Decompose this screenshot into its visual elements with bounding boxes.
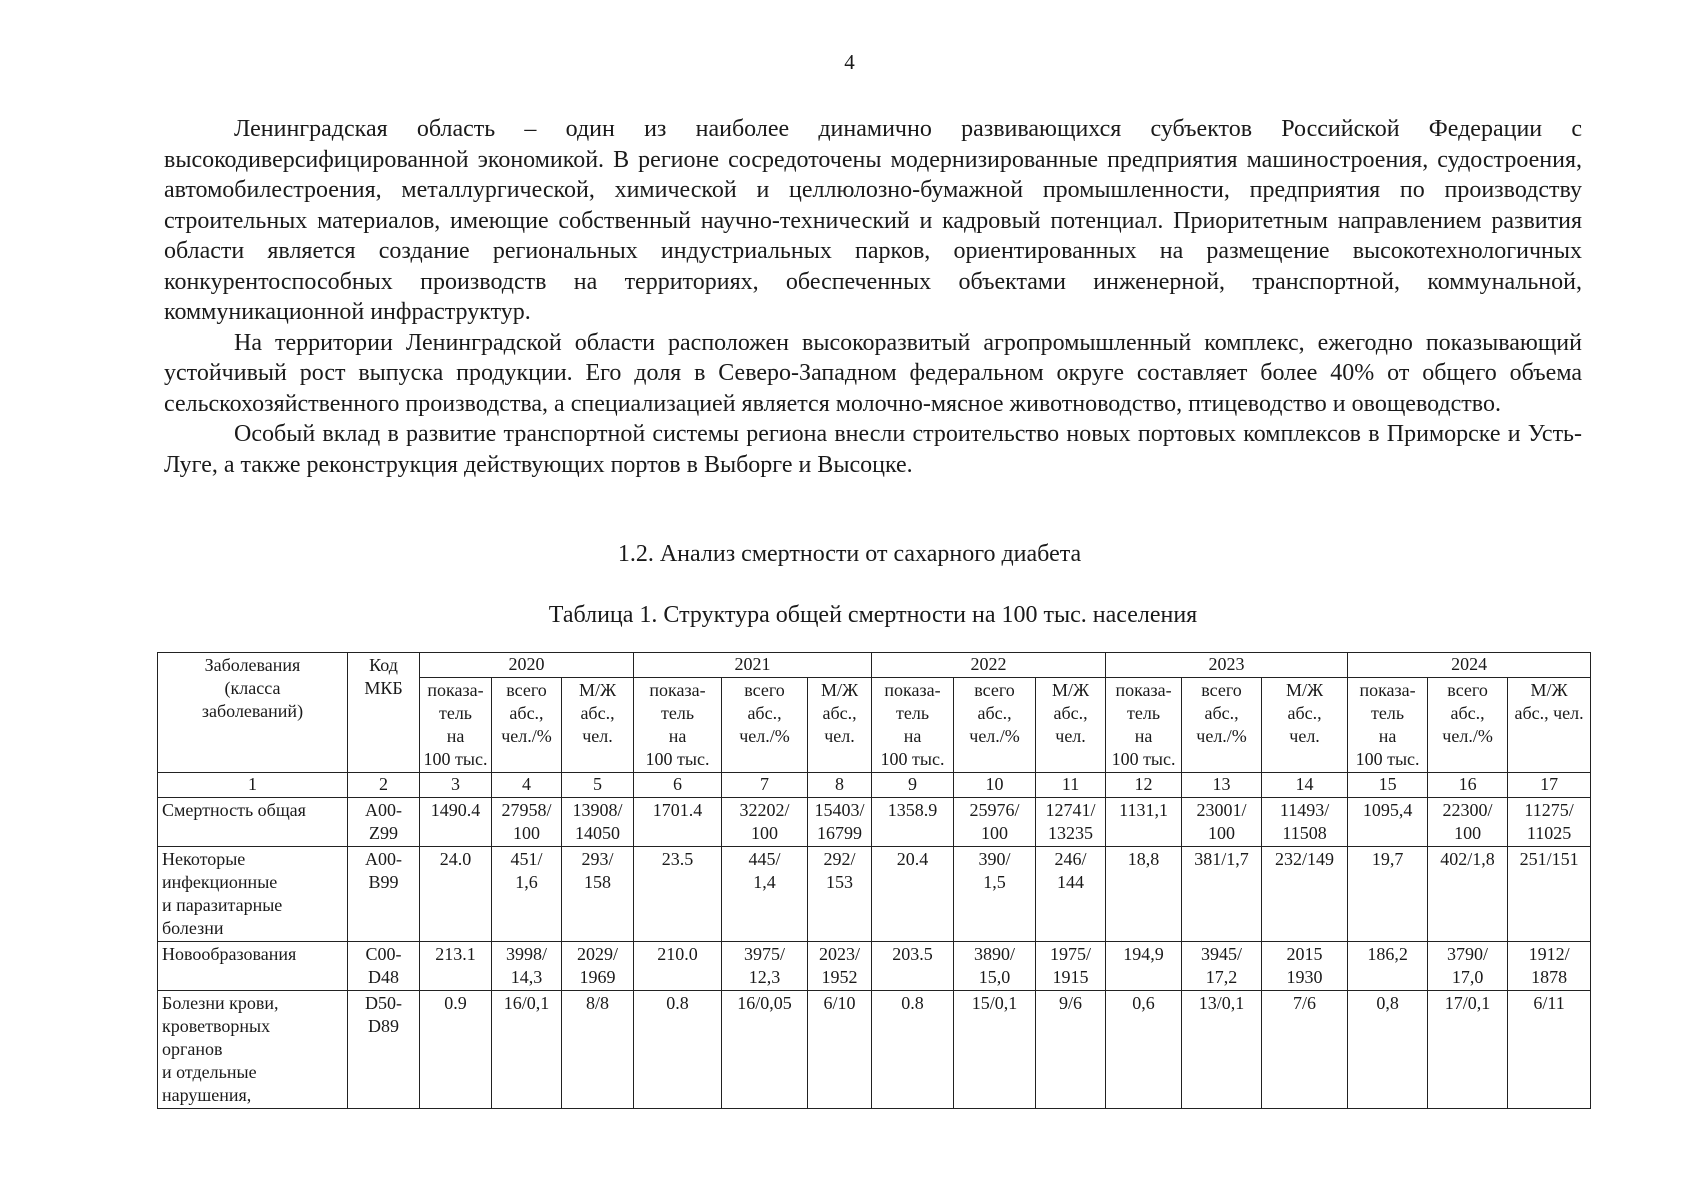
value-cell [808, 991, 872, 1109]
value-cell-line: 3890/ [974, 944, 1016, 964]
header-subcolumn-line: абс., [1287, 703, 1322, 723]
disease-cell-line: Смертность общая [162, 800, 306, 820]
value-cell-line: 0,6 [1132, 993, 1155, 1013]
disease-cell-line: Новообразования [162, 944, 297, 964]
header-subcolumn [808, 678, 872, 773]
header-subcolumn-line: 100 тыс. [423, 749, 488, 769]
header-subcolumn-line: тель [1127, 703, 1161, 723]
value-cell [562, 942, 634, 991]
mortality-table [157, 652, 1591, 1109]
value-cell-line: 9/6 [1059, 993, 1083, 1013]
value-cell-line: 1975/ [1050, 944, 1092, 964]
value-cell-line: 2029/ [577, 944, 619, 964]
value-cell [722, 798, 808, 847]
value-cell-line: 11508 [1282, 823, 1327, 843]
value-cell [872, 847, 954, 942]
value-cell-line: 451/ [510, 849, 543, 869]
header-subcolumn [1428, 678, 1508, 773]
value-cell [872, 942, 954, 991]
value-cell [1182, 798, 1262, 847]
value-cell-line: 293/ [581, 849, 614, 869]
value-cell-line: 13235 [1048, 823, 1094, 843]
value-cell-line: 8/8 [586, 993, 610, 1013]
header-subcolumn-line: всего [744, 680, 785, 700]
value-cell-line: 1,6 [515, 872, 538, 892]
header-subcolumn-line: тель [438, 703, 473, 723]
column-number: 16 [1428, 773, 1508, 798]
header-subcolumn-line: 100 тыс. [880, 749, 945, 769]
value-cell-line: 14,3 [510, 967, 543, 987]
value-cell-line: 27958/ [501, 800, 552, 820]
header-subcolumn-line: абс., [1204, 703, 1239, 723]
header-subcolumn-line: показа- [649, 680, 706, 700]
value-cell-line: 100 [751, 823, 779, 843]
value-cell [1262, 942, 1348, 991]
header-code-line: МКБ [364, 678, 403, 698]
value-cell-line: 11275/ [1524, 800, 1574, 820]
value-cell-line: 1131,1 [1119, 800, 1168, 820]
column-number: 17 [1508, 773, 1591, 798]
value-cell-line: 203.5 [892, 944, 933, 964]
header-subcolumn-line: М/Ж [1285, 680, 1324, 700]
value-cell-line: 20.4 [896, 849, 929, 869]
value-cell-line: 144 [1057, 872, 1085, 892]
value-cell [1036, 991, 1106, 1109]
table-row [158, 991, 1591, 1109]
header-subcolumn-line: чел./% [1196, 726, 1247, 746]
value-cell [492, 847, 562, 942]
value-cell-line: 1095,4 [1362, 800, 1413, 820]
value-cell-line: 158 [584, 872, 611, 892]
header-subcolumn [954, 678, 1036, 773]
value-cell-line: 1878 [1531, 967, 1568, 987]
header-year: 2020 [420, 653, 634, 678]
value-cell-line: 1912/ [1528, 944, 1570, 964]
header-subcolumn-line: чел./% [1442, 726, 1493, 746]
value-cell-line: 7/6 [1293, 993, 1317, 1013]
column-number: 7 [722, 773, 808, 798]
header-subcolumn [1508, 678, 1591, 773]
value-cell-line: 0.8 [666, 993, 689, 1013]
header-subcolumn-line: чел./% [501, 726, 552, 746]
value-cell-line: 0.8 [901, 993, 924, 1013]
icd-code-cell-line: B99 [368, 872, 399, 892]
header-code [348, 653, 420, 773]
disease-cell-line: органов [162, 1039, 223, 1059]
icd-code-cell-line: C00- [365, 944, 402, 964]
header-subcolumn-line: М/Ж [578, 680, 617, 700]
value-cell-line: 16799 [817, 823, 863, 843]
value-cell-line: 3790/ [1447, 944, 1489, 964]
value-cell-line: 1,4 [753, 872, 776, 892]
icd-code-cell-line: D50- [365, 993, 402, 1013]
column-number: 13 [1182, 773, 1262, 798]
header-subcolumn [1106, 678, 1182, 773]
header-subcolumn-line: всего [1201, 680, 1242, 700]
value-cell-line: 381/1,7 [1194, 849, 1249, 869]
header-subcolumn [1036, 678, 1106, 773]
value-cell [954, 847, 1036, 942]
header-subcolumn [1182, 678, 1262, 773]
value-cell [808, 847, 872, 942]
value-cell-line: 11025 [1526, 823, 1572, 843]
value-cell-line: 100 [1208, 823, 1236, 843]
header-subcolumn-line: тель [1371, 703, 1405, 723]
value-cell [1348, 991, 1428, 1109]
header-subcolumn [562, 678, 634, 773]
header-subcolumn-line: на [668, 726, 687, 746]
value-cell-line: 246/ [1054, 849, 1087, 869]
disease-cell [158, 991, 348, 1109]
header-subcolumn-line: 100 тыс. [1111, 749, 1176, 769]
value-cell-line: 3998/ [505, 944, 547, 964]
value-cell-line: 22300/ [1442, 800, 1493, 820]
header-year: 2024 [1348, 653, 1591, 678]
body-text [164, 114, 1582, 480]
value-cell [1036, 798, 1106, 847]
table-caption: Таблица 1. Структура общей смертности на 100 тыс. населения [548, 602, 1198, 628]
header-year: 2023 [1106, 653, 1348, 678]
header-subcolumn-line: на [903, 726, 922, 746]
value-cell [722, 847, 808, 942]
value-cell [1106, 847, 1182, 942]
header-subcolumn-line: абс., [977, 703, 1012, 723]
header-code-line: Код [369, 655, 398, 675]
value-cell [1428, 798, 1508, 847]
value-cell-line: 390/ [978, 849, 1011, 869]
header-subcolumn-line: чел. [824, 726, 855, 746]
value-cell [1508, 847, 1591, 942]
value-cell-line: 1701.4 [652, 800, 703, 820]
icd-code-cell [348, 942, 420, 991]
column-number: 14 [1262, 773, 1348, 798]
value-cell-line: 16/0,05 [737, 993, 792, 1013]
column-number: 6 [634, 773, 722, 798]
value-cell [1106, 991, 1182, 1109]
disease-cell [158, 942, 348, 991]
value-cell [722, 991, 808, 1109]
header-subcolumn-line: 100 тыс. [645, 749, 710, 769]
header-subcolumn-line: М/Ж [1530, 680, 1568, 700]
value-cell-line: 402/1,8 [1440, 849, 1495, 869]
column-number: 10 [954, 773, 1036, 798]
value-cell [492, 942, 562, 991]
header-subcolumn [872, 678, 954, 773]
header-year: 2022 [872, 653, 1106, 678]
value-cell-line: 15/0,1 [971, 993, 1018, 1013]
value-cell-line: 17,0 [1451, 967, 1484, 987]
value-cell [1182, 942, 1262, 991]
column-number: 1 [158, 773, 348, 798]
header-subcolumn-line: чел./% [969, 726, 1020, 746]
paragraph: Ленинградская область – один из наиболее динамично развивающихся субъектов Российской Федерации с высокодиверсифицированной экономикой. В регионе сосредоточены модернизированные предприятия машиностроения, судостроения, автомобилестроения, металлургической, химической и целлюлозно-бумажной промышленности, предприятия по производству строительных материалов, имеющие собственный научно-технический и кадровый потенциал. Приоритетным направлением развития области является создание региональных индустриальных парков, ориентированных на размещение высокотехнологичных конкурентоспособных производств на территориях, обеспеченных объектами инженерной, транспортной, коммунальной, коммуникационной инфраструктур. [164, 116, 1582, 325]
header-subcolumn-line: на [1134, 726, 1153, 746]
value-cell-line: 1,5 [983, 872, 1006, 892]
header-subcolumn-line: чел./% [739, 726, 790, 746]
value-cell [1428, 991, 1508, 1109]
value-cell [1182, 847, 1262, 942]
value-cell-line: 1358.9 [887, 800, 938, 820]
value-cell-line: 210.0 [657, 944, 698, 964]
value-cell [722, 942, 808, 991]
value-cell [634, 798, 722, 847]
disease-cell-line: кроветворных [162, 1016, 271, 1036]
value-cell-line: 23001/ [1196, 800, 1247, 820]
value-cell-line: 15403/ [814, 800, 865, 820]
table-row [158, 942, 1591, 991]
value-cell-line: 1969 [579, 967, 616, 987]
value-cell [1428, 847, 1508, 942]
value-cell [634, 847, 722, 942]
column-number: 3 [420, 773, 492, 798]
header-subcolumn-line: на [446, 726, 465, 746]
value-cell [1348, 847, 1428, 942]
header-subcolumn-line: абс., [1450, 703, 1485, 723]
value-cell [1262, 991, 1348, 1109]
header-subcolumn-line: абс., [580, 703, 615, 723]
header-subcolumn-line: всего [1447, 680, 1488, 700]
value-cell [954, 798, 1036, 847]
value-cell [954, 942, 1036, 991]
value-cell [562, 991, 634, 1109]
header-subcolumn-line: абс., [747, 703, 782, 723]
value-cell-line: 232/149 [1275, 849, 1335, 869]
value-cell-line: 25976/ [969, 800, 1020, 820]
column-number: 11 [1036, 773, 1106, 798]
icd-code-cell-line: Z99 [369, 823, 398, 843]
column-number-row [158, 773, 1591, 798]
value-cell [420, 847, 492, 942]
disease-cell-line: болезни [162, 918, 224, 938]
header-subcolumn [722, 678, 808, 773]
disease-cell-line: и отдельные [162, 1062, 257, 1082]
header-subcolumn-line: тель [660, 703, 695, 723]
icd-code-cell [348, 991, 420, 1109]
value-cell-line: 1915 [1052, 967, 1089, 987]
value-cell [872, 798, 954, 847]
column-number: 12 [1106, 773, 1182, 798]
header-subcolumn-line: М/Ж [1051, 680, 1090, 700]
value-cell-line: 251/151 [1519, 849, 1579, 869]
icd-code-cell [348, 798, 420, 847]
value-cell [872, 991, 954, 1109]
header-disease-line: Заболевания [204, 655, 301, 675]
value-cell-line: 24.0 [439, 849, 472, 869]
icd-code-cell [348, 847, 420, 942]
icd-code-cell-line: D89 [368, 1016, 399, 1036]
value-cell [562, 798, 634, 847]
value-cell-line: 11493/ [1279, 800, 1330, 820]
header-subcolumn-line: на [1378, 726, 1397, 746]
column-number: 2 [348, 773, 420, 798]
value-cell [1036, 847, 1106, 942]
table-row [158, 798, 1591, 847]
value-cell-line: 3945/ [1201, 944, 1243, 964]
header-subcolumn-line: абс., [509, 703, 544, 723]
value-cell-line: 17,2 [1205, 967, 1238, 987]
disease-cell-line: нарушения, [162, 1085, 252, 1105]
section-title: 1.2. Анализ смертности от сахарного диабета [617, 541, 1082, 567]
column-number: 8 [808, 773, 872, 798]
value-cell [634, 942, 722, 991]
value-cell-line: 153 [826, 872, 854, 892]
header-subcolumn [1348, 678, 1428, 773]
value-cell [420, 942, 492, 991]
value-cell-line: 213.1 [435, 944, 476, 964]
header-subcolumn [492, 678, 562, 773]
value-cell-line: 13908/ [572, 800, 623, 820]
value-cell [492, 991, 562, 1109]
value-cell [1036, 942, 1106, 991]
header-subcolumn [634, 678, 722, 773]
header-subcolumn-line: чел. [1289, 726, 1320, 746]
header-subcolumn-line: М/Ж [820, 680, 859, 700]
value-cell [1182, 991, 1262, 1109]
value-cell-line: 1930 [1286, 967, 1323, 987]
disease-cell-line: Некоторые [162, 849, 246, 869]
table-row [158, 847, 1591, 942]
header-disease-line: (класса [224, 678, 281, 698]
disease-cell-line: Болезни крови, [162, 993, 279, 1013]
value-cell-line: 2015 [1286, 944, 1323, 964]
header-subcolumn [1262, 678, 1348, 773]
value-cell [1508, 798, 1591, 847]
header-subcolumn-line: чел. [1055, 726, 1086, 746]
icd-code-cell-line: A00- [365, 849, 402, 869]
column-number: 4 [492, 773, 562, 798]
header-subcolumn [420, 678, 492, 773]
value-cell [1262, 798, 1348, 847]
value-cell-line: 15,0 [978, 967, 1011, 987]
paragraph: Особый вклад в развитие транспортной системы региона внесли строительство новых портовых комплексов в Приморске и Усть-Луге, а также реконструкция действующих портов в Выборге и Высоцке. [164, 421, 1582, 478]
value-cell [634, 991, 722, 1109]
icd-code-cell-line: D48 [368, 967, 399, 987]
value-cell [1348, 942, 1428, 991]
value-cell [1106, 942, 1182, 991]
header-subcolumn-line: чел. [582, 726, 613, 746]
value-cell-line: 6/11 [1533, 993, 1565, 1013]
header-subcolumn-line: абс., чел. [1514, 703, 1584, 723]
value-cell-line: 19,7 [1371, 849, 1404, 869]
header-subcolumn-line: всего [506, 680, 547, 700]
header-subcolumn-line: 100 тыс. [1355, 749, 1420, 769]
value-cell-line: 186,2 [1367, 944, 1408, 964]
disease-cell-line: и паразитарные [162, 895, 283, 915]
disease-cell [158, 847, 348, 942]
value-cell [1106, 798, 1182, 847]
column-number: 15 [1348, 773, 1428, 798]
value-cell [954, 991, 1036, 1109]
value-cell-line: 1952 [821, 967, 858, 987]
header-subcolumn-line: показа- [1115, 680, 1172, 700]
column-number: 5 [562, 773, 634, 798]
icd-code-cell-line: A00- [365, 800, 402, 820]
value-cell [1262, 847, 1348, 942]
value-cell [420, 798, 492, 847]
value-cell-line: 13/0,1 [1198, 993, 1245, 1013]
value-cell-line: 12,3 [748, 967, 781, 987]
value-cell-line: 445/ [748, 849, 781, 869]
value-cell-line: 3975/ [744, 944, 786, 964]
column-number: 9 [872, 773, 954, 798]
header-subcolumn-line: показа- [427, 680, 484, 700]
value-cell [1348, 798, 1428, 847]
value-cell-line: 100 [513, 823, 540, 843]
value-cell-line: 100 [1454, 823, 1482, 843]
header-subcolumn-line: показа- [1359, 680, 1416, 700]
value-cell-line: 32202/ [739, 800, 790, 820]
header-subcolumn-line: всего [974, 680, 1015, 700]
value-cell-line: 14050 [575, 823, 620, 843]
value-cell-line: 6/10 [823, 993, 856, 1013]
value-cell-line: 18,8 [1127, 849, 1160, 869]
value-cell [492, 798, 562, 847]
header-row-years [158, 653, 1591, 678]
value-cell-line: 0,8 [1376, 993, 1399, 1013]
value-cell-line: 23.5 [661, 849, 694, 869]
value-cell-line: 16/0,1 [503, 993, 550, 1013]
header-disease-line: заболеваний) [201, 701, 304, 721]
disease-cell [158, 798, 348, 847]
value-cell-line: 1490.4 [430, 800, 481, 820]
value-cell-line: 100 [981, 823, 1009, 843]
value-cell [1508, 991, 1591, 1109]
value-cell-line: 0.9 [444, 993, 467, 1013]
value-cell [562, 847, 634, 942]
value-cell [808, 942, 872, 991]
header-subcolumn-line: абс., [1053, 703, 1088, 723]
header-subcolumn-line: показа- [884, 680, 941, 700]
value-cell-line: 17/0,1 [1444, 993, 1491, 1013]
value-cell-line: 12741/ [1045, 800, 1096, 820]
header-subcolumn-line: абс., [822, 703, 857, 723]
page-number: 4 [844, 50, 855, 74]
value-cell [1428, 942, 1508, 991]
value-cell [808, 798, 872, 847]
header-year: 2021 [634, 653, 872, 678]
value-cell-line: 2023/ [819, 944, 861, 964]
value-cell-line: 194,9 [1123, 944, 1164, 964]
disease-cell-line: инфекционные [162, 872, 278, 892]
header-subcolumn-line: тель [896, 703, 930, 723]
value-cell [1508, 942, 1591, 991]
header-disease [158, 653, 348, 773]
paragraph: На территории Ленинградской области расположен высокоразвитый агропромышленный комплекс, ежегодно показывающий устойчивый рост выпуска продукции. Его доля в Северо-Западном федеральном округе составляет более 40% от общего объема сельскохозяйственного производства, а специализацией является молочно-мясное животноводство, птицеводство и овощеводство. [164, 329, 1582, 417]
value-cell [420, 991, 492, 1109]
value-cell-line: 292/ [823, 849, 856, 869]
